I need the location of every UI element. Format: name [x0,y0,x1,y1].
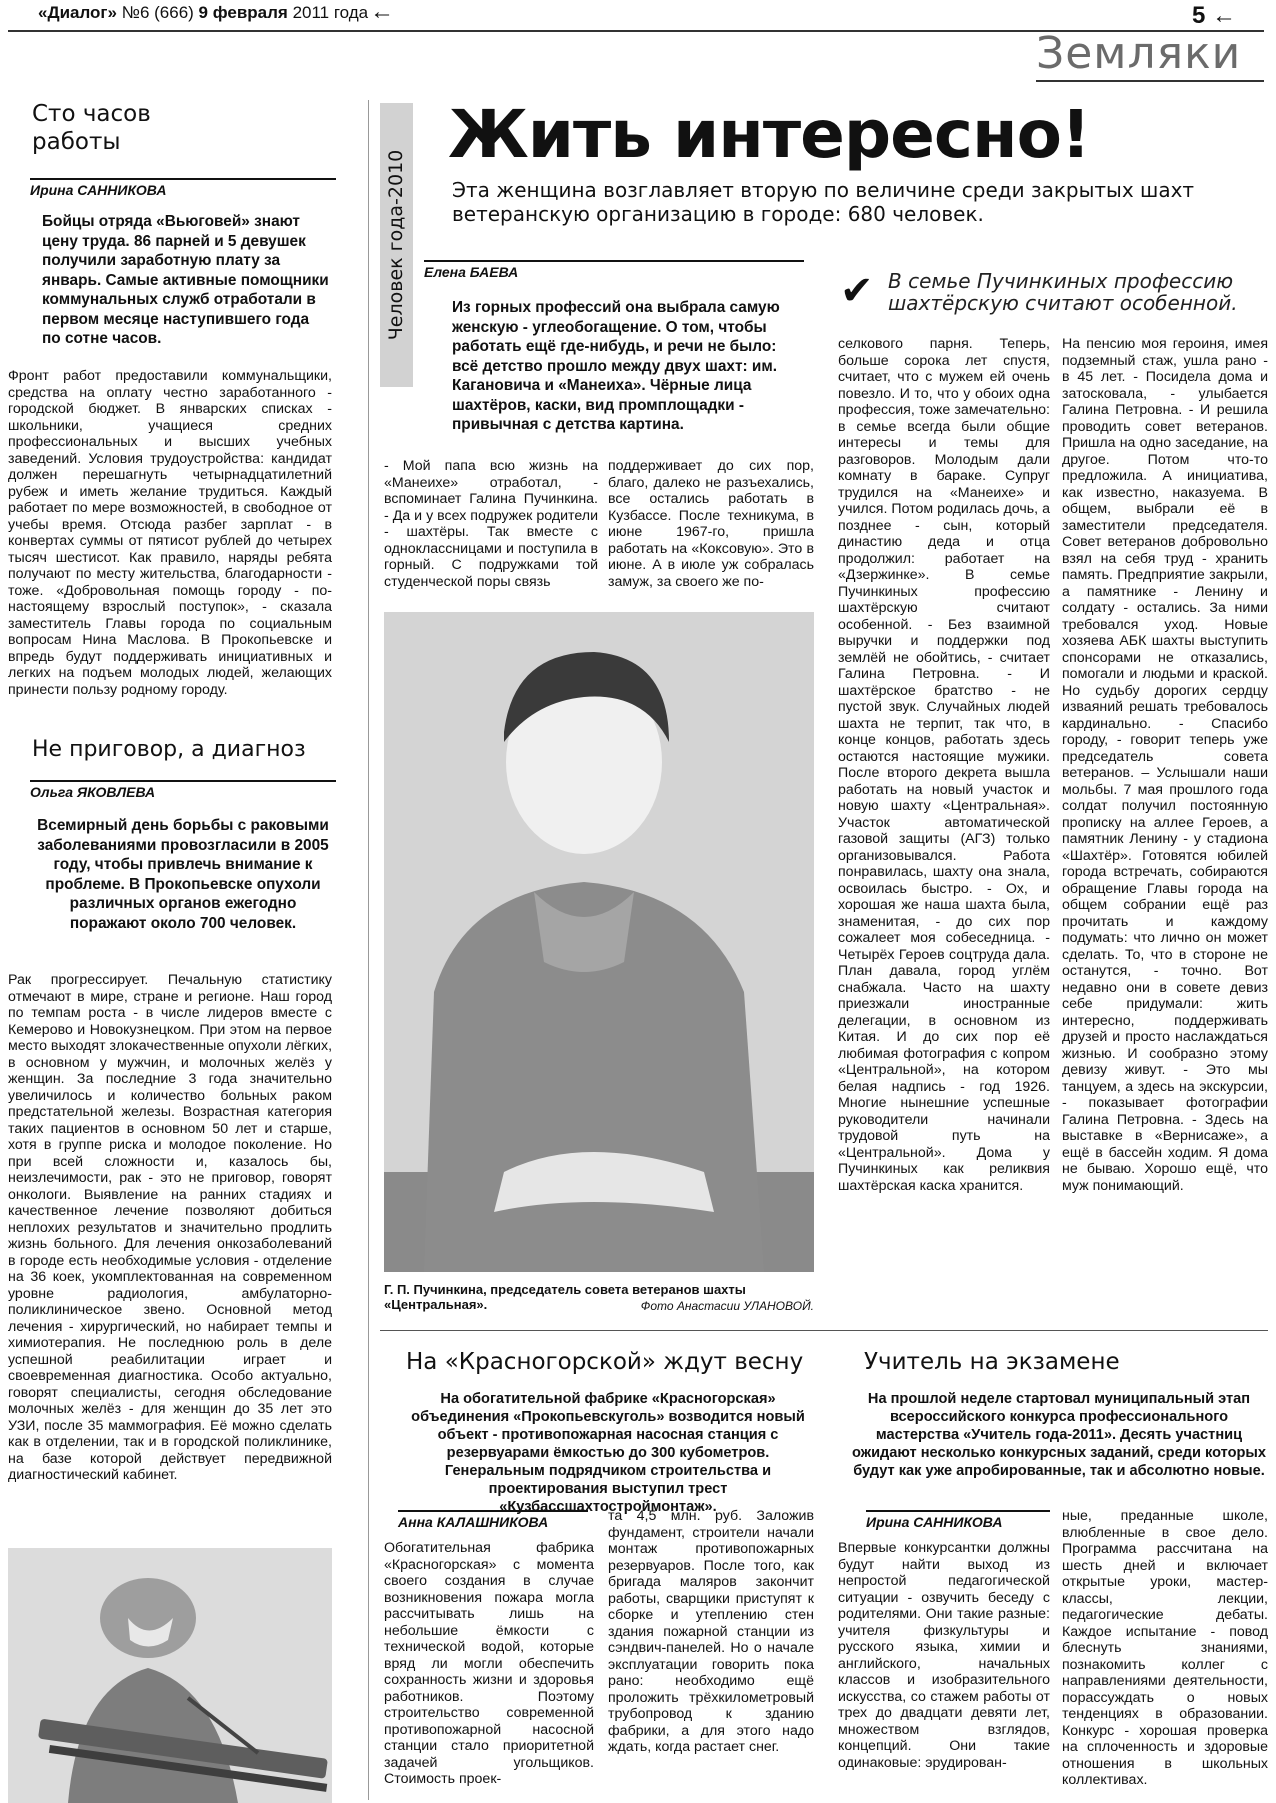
photo-caption: Г. П. Пучинкина, председатель совета ветеранов шахты «Центральная». [384,1282,746,1312]
article-column: Обогатительная фабрика «Красногорская» с момента своего создания в случае возникновения пожара могла рассчитывать лишь на небольшие ёмкости с технической водой, которые вряд ли могли обеспечить сохранность жизни и здоровья работников. Поэтому строительство современной противопожарной насосной станции стало приоритетной задачей угольщиков. Стоимость проек- [384,1540,594,1787]
page-number: 5 ← [1192,2,1237,29]
title-line: Сто часов [32,101,151,127]
title-line: работы [32,129,121,155]
article-title: Учитель на экзамене [864,1349,1120,1375]
back-arrow-icon[interactable]: ← [370,0,394,25]
issue-number: №6 (666) [121,3,194,22]
main-subhead: Эта женщина возглавляет вторую по величине среди закрытых шахт ветеранскую организацию в городе: 680 человек. [452,178,1195,226]
portrait-drawing [384,612,814,1272]
issue-year: 2011 года [292,3,369,22]
article-column: ные, преданные школе, влюбленные в свое дело. Программа рассчитана на шесть дней и включает открытые уроки, мастер-классы, лекции, педагогические дебаты. Каждое испытание - повод блеснуть знаниями, познакомить коллег с направлениями деятельности, порассуждать о новых тенденциях в образовании. Конкурс - хорошая проверка на сплоченность и здоровые отношения в школьных коллективах. [1062,1508,1268,1788]
section-title: Земляки [1036,28,1242,79]
article-title [32,100,332,156]
article-lead: Бойцы отряда «Вьюговей» знают цену труда. 86 парней и 5 девушек получили заработную плату за январь. Самые активные помощники коммунальных служб отработали в первом месяце наступившего года по сотне часов. [42,213,329,347]
checkmark-icon: ✔ [840,269,874,313]
article-column: - Мой папа всю жизнь на «Манеихе» отработал, - вспоминает Галина Пучинкина. - Да и у всех подружек родители - шахтёры. Так вместе с одноклассницами и поступила в горный. С подружками той студенческой поры связь [384,458,598,590]
surgery-photo [8,1548,332,1803]
column-divider [368,100,369,1800]
article-title: Не приговор, а диагноз [32,737,306,762]
back-arrow-icon[interactable]: ← [1212,2,1237,29]
article-lead: На прошлой неделе стартовал муниципальный этап всероссийского конкурса профессионального мастерства «Учитель года-2011». Десять участниц ожидают несколько конкурсных заданий, среди которых будут как уже апробированные, так и абсолютно новые. [852,1391,1266,1479]
article-title: На «Красногорской» ждут весну [406,1349,804,1375]
portrait-photo [384,612,814,1272]
author-byline: Елена БАЕВА [424,260,804,280]
photo-credit: Фото Анастасии УЛАНОВОЙ. [640,1299,814,1313]
article-column: На пенсию моя героиня, имея подземный стаж, ушла рано - в 45 лет. - Посидела дома и затосковала, - улыбается Галина Петровна. - И решила проводить совет ветеранов. Пришла на одно заседание, на другое. Потом что-то предложила. А инициатива, как известно, наказуема. В общем, выбрали её в заместители председателя. Совет ветеранов добровольно взял на себя труд - хранить память. Предприятие закрыли, а памятнике - Ленину и солдату - остались. За ними требовался уход. Новые хозяева АБК шахты выступить спонсорами не отказались, помогали и людьми и краской. Но судьбу дорогих сердцу изваяний решать требовалось кардинально. - Спасибо городу, - говорит теперь уже председатель совета ветеранов. – Услышали наши мольбы. 7 мая прошлого года солдат получил постоянную прописку на аллее Героев, а памятник Ленину - у стадиона «Шахтёр». Готовятся юбилей города встречать, собираются обращение Главы города на общем собрании ещё раз прочитать и каждому подумать: что лично он может сделать. То, что в стороне не останутся, - точно. Вот недавно они в совете девиз себе придумали: жить интересно, поддерживать друзей и просто наслаждаться жизнью. И сообразно этому девизу живут. - Это мы танцуем, а здесь на экскурсии, - показывает фотографии Галина Петровна. - Здесь на выставке в «Вернисаже», а ещё в бассейн ходим. Я дома не бываю. Хорошо ещё, что муж понимающий. [1062,336,1268,1194]
section-rule [1036,80,1264,82]
pull-quote: В семье Пучинкиных профессию шахтёрскую считают особенной. [888,269,1238,315]
article-column: селкового парня. Теперь, больше сорока лет спустя, считает, что с мужем ей очень повезло. И то, что у обоих одна профессия, тоже замечательно: в семье всегда были общие интересы и темы для разговоров. Молодым дали комнату в бараке. Супруг трудился на «Манеихе» и учился. Потом родилась дочь, а позднее - сын, который династию деда и отца продолжил: работает на «Дзержинке». В семье Пучинкиных профессию шахтёрскую считают особенной. - Без взаимной выручки и поддержки под землёй не обойтись, - считает Галина Петровна. - И шахтёрское братство - не пустой звук. Случайных людей шахта не терпит, так что, в конце концов, работать здесь остаются настоящие мужики. После второго декрета вышла работать на новый участок и новую шахту «Центральная». Участок автоматической газовой защиты (АГЗ) только организовывался. Работа понравилась, шахту она знала, освоилась быстро. - Ох, и хорошая же наша шахта была, знаменитая, - до сих пор сожалеет моя собеседница. - Четырёх Героев соцтруда дала. План давала, город углём снабжала. Часто на шахту приезжали иностранные делегации, в основном из Китая. И до сих пор её любимая фотография с копром «Центральной», на котором белая надпись - год 1926. Многие нынешние успешные руководители начинали трудовой путь на «Центральной». Дома у Пучинкиных как реликвия шахтёрская каска хранится. [838,336,1050,1194]
article-lead: Всемирный день борьбы с раковыми заболеваниями провозгласили в 2005 году, чтобы привлечь внимание к проблеме. В Прокопьевске опухоли различных органов ежегодно поражают около 700 человек. [37,817,329,932]
paper-name: «Диалог» [38,3,117,22]
section-divider [380,1330,1268,1331]
article-lead: На обогатительной фабрике «Красногорская» объединения «Прокопьевскуголь» возводится новый объект - противопожарная насосная станция с резервуарами ёмкостью до 300 кубометров. Генеральным подрядчиком строительства и проектирования выступил трест «Кузбассшахтостроймонтаж». [411,1391,805,1515]
author-byline: Ирина САННИКОВА [30,178,336,198]
surgery-photo-drawing [8,1548,332,1803]
main-headline: Жить интересно! [448,96,1091,173]
rubric-text: Человек года-2010 [385,149,408,341]
article-body: Рак прогрессирует. Печальную статистику отмечают в мире, стране и регионе. Наш город по темпам роста - в числе лидеров вместе с Кемерово и Новокузнецком. При этом на первое место выходят злокачественные опухоли лёгких, в основном у мужчин, и молочных желёз у женщин. За последние 3 года значительно увеличилось и количество больных раком предстательной железы. Возрастная категория таких пациентов в основном 50 лет и старше, хотя в группе риска и молодое поколение. Но при всей сложности и, казалось бы, неизлечимости, рак - это не приговор, говорят онкологи. Выявление на ранних стадиях и качественное лечение позволяют добиться неплохих результатов и значительно продлить жизнь больного. Для лечения онкозаболеваний в городе есть необходимые условия - отделение на 36 коек, укомплектованная на современном уровне радиология, амбулаторно-поликлиническое звено. Основной метод лечения - хирургический, но набирает темпы и химиотерапия. Не последнюю роль в деле успешной реабилитации играет и своевременная диагностика. Особо актуально, говорят специалисты, сегодня обследование молочных желёз - для женщин до 35 лет это УЗИ, после 35 маммография. Её можно сделать как в отделении, так и в городской поликлинике, на базе которой действует передвижной диагностический кабинет. [8,972,333,1483]
author-byline: Ирина САННИКОВА [866,1510,1050,1530]
article-lead: Из горных профессий она выбрала самую женскую - углеобогащение. О том, чтобы работать ещё где-нибудь, и речи не было: всё детство прошло между двух шахт: им. Кагановича и «Манеиха». Чёрные лица шахтёров, каски, вид промплощадки - привычная с детства картина. [452,299,780,433]
issue-date: 9 февраля [198,3,288,22]
article-column: Впервые конкурсантки должны будут найти выход из непростой педагогической ситуации - озвучить беседу с родителями. Они такие разные: учителя физкультуры и русского языка, химии и английского, начальных классов и изобразительного искусства, со стажем работы от трех до двадцати девяти лет, множеством взглядов, концепций. Они такие одинаковые: эрудирован- [838,1540,1050,1771]
article-column: та 4,5 млн. руб. Заложив фундамент, строители начали монтаж противопожарных резервуаров. После того, как бригада маляров закончит работы, сварщики приступят к сборке и утеплению стен здания пожарной станции из сэндвич-панелей. Но о начале эксплуатации говорить пока рано: необходимо ещё проложить трёхкилометровый трубопровод к зданию фабрики, а для этого надо ждать, когда растает снег. [608,1508,814,1755]
article-body: Фронт работ предоставили коммунальщики, средства на оплату честно заработанного - городской бюджет. В январских списках - школьники, учащиеся средних профессиональных и высших учебных заведений. Условия трудоустройства: кандидат должен перешагнуть четырнадцатилетний рубеж и иметь желание трудиться. Каждый работает по мере возможностей, в свободное от учебы время. Отсюда разбег зарплат - в конвертах суммы от пятисот рублей до четырех тысяч шестисот. Как правило, наряды ребята получают по месту жительства, благодарности - тоже. «Добровольная помощь городу - по-настоящему взрослый поступок», - сказала заместитель Главы города по социальным вопросам Нина Маслова. В Прокопьевске и впредь будут поддерживать инициативных и легких на подъем молодых людей, желающих принести пользу родному городу. [8,368,332,698]
author-byline: Ольга ЯКОВЛЕВА [30,780,336,800]
article-column: поддерживает до сих пор, благо, далеко не разъехались, все остались работать в Кузбассе. После техникума, в июне 1967-го, пришла работать на «Коксовую». Это в июне. А в июле уж собралась замуж, за своего же по- [608,458,814,590]
author-byline: Анна КАЛАШНИКОВА [398,1510,588,1530]
page-header [38,3,368,23]
rubric-label [380,103,413,387]
